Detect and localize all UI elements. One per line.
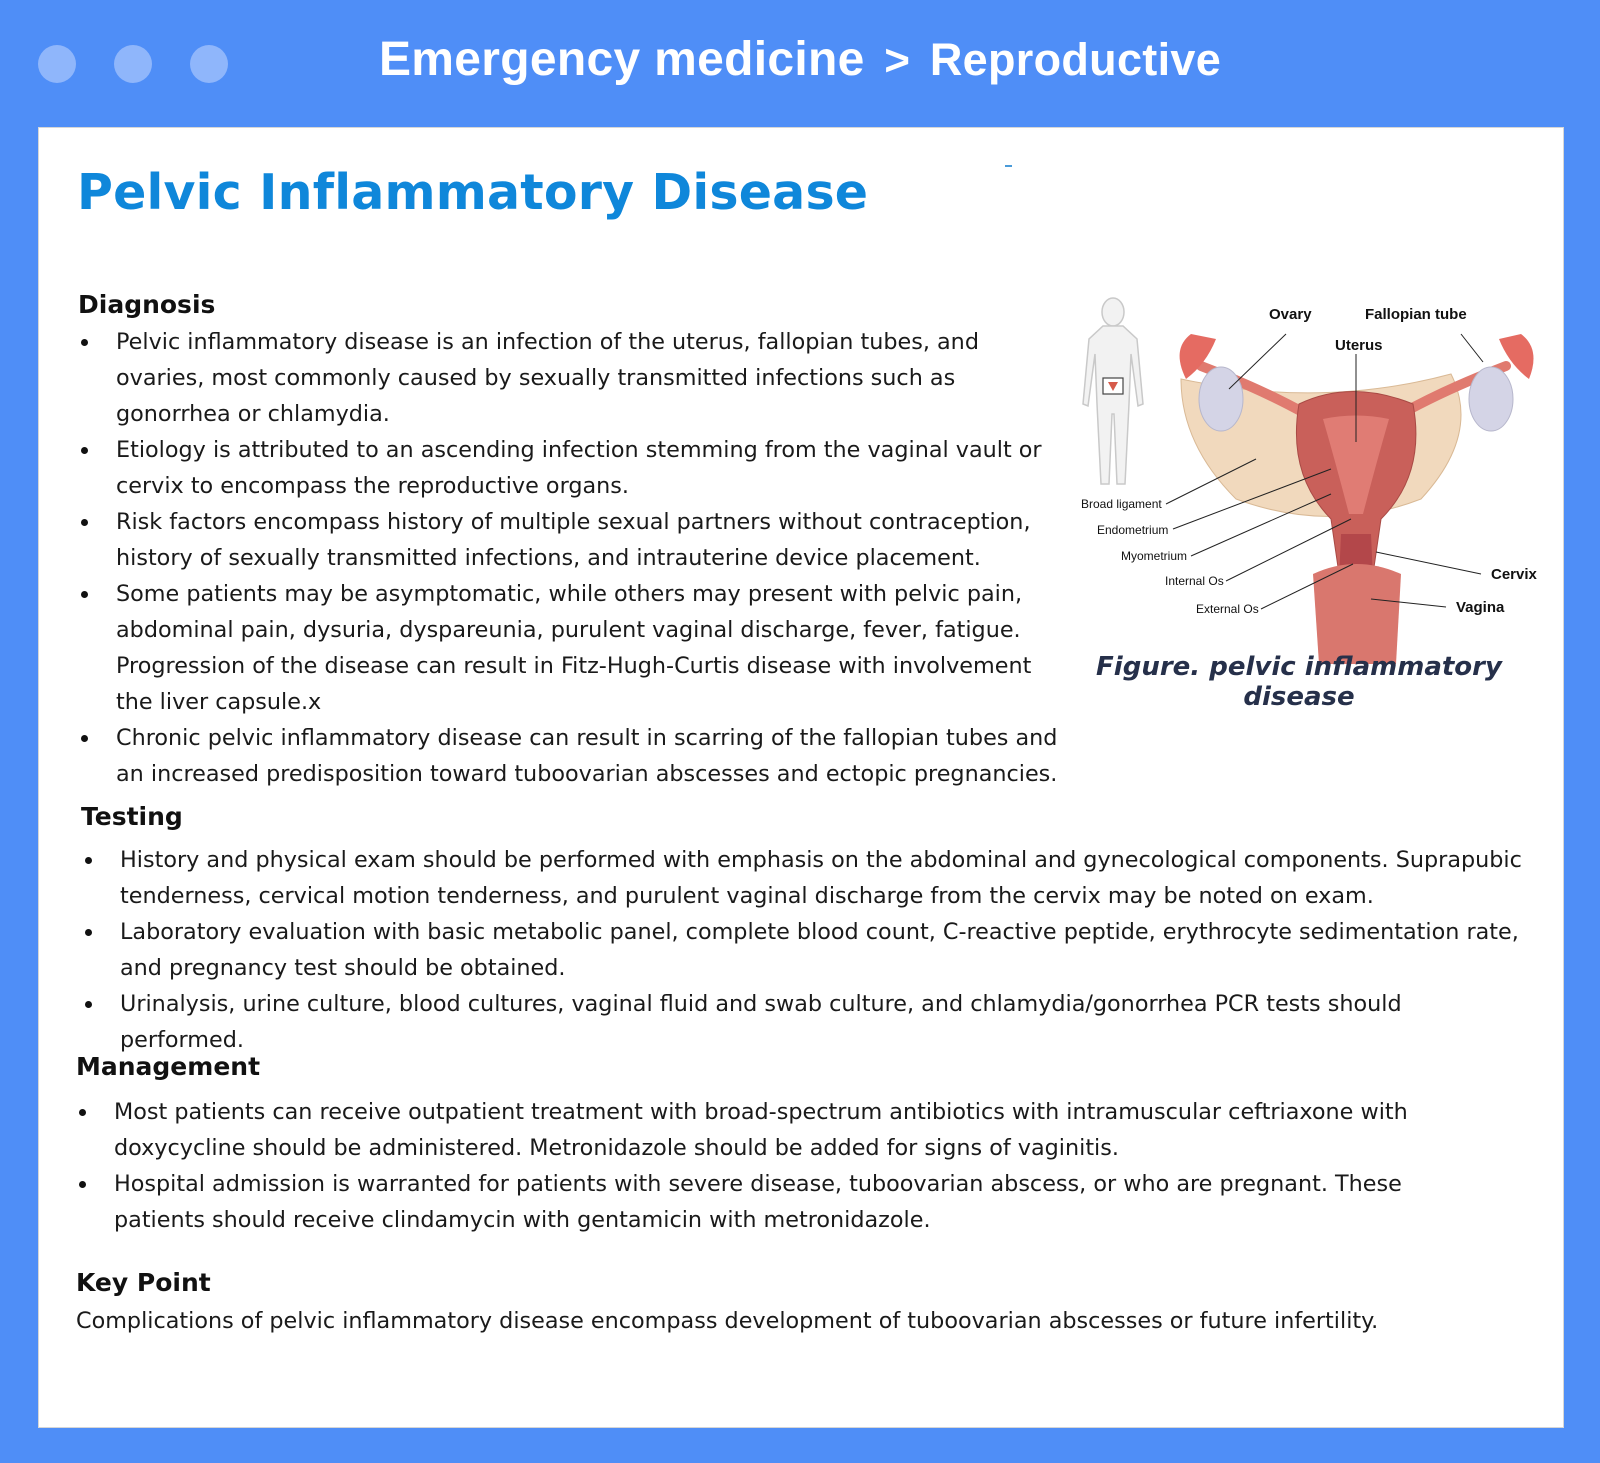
figure-caption: Figure. pelvic inflammatory disease	[1096, 652, 1502, 712]
window-title	[0, 32, 1600, 87]
uterus-anatomy-illustration	[1051, 294, 1591, 694]
stray-mark	[1005, 165, 1012, 167]
label-endometrium: Endometrium	[1097, 523, 1169, 537]
list-item: Chronic pelvic inflammatory disease can result in scarring of the fallopian tubes and an increased predisposition toward tuboovarian abscesses and ectopic pregnancies.	[78, 720, 1063, 792]
list-item: Etiology is attributed to an ascending infection stemming from the vaginal vault or cervix to encompass the reproductive organs.	[78, 432, 1063, 504]
label-fallopian-tube: Fallopian tube	[1365, 306, 1467, 323]
label-ovary: Ovary	[1269, 306, 1312, 323]
label-broad-ligament: Broad ligament	[1081, 497, 1162, 511]
list-item: Hospital admission is warranted for patients with severe disease, tuboovarian abscess, or who are pregnant. These patients should receive clindamycin with gentamicin with metronidazole.	[76, 1166, 1496, 1238]
window-title-sub: Reproductive	[929, 34, 1222, 85]
list-item: Most patients can receive outpatient treatment with broad-spectrum antibiotics with intramuscular ceftriaxone with doxycycline should be administered. Metronidazole should be added for signs of vaginitis.	[76, 1094, 1496, 1166]
page-title: Pelvic Inflammatory Disease	[77, 164, 869, 221]
list-item: Some patients may be asymptomatic, while others may present with pelvic pain, abdominal pain, dysuria, dyspareunia, purulent vaginal discharge, fever, fatigue. Progression of the disease can result in Fitz-Hugh-Curtis disease with involvement the liver capsule.x	[78, 576, 1056, 720]
label-cervix: Cervix	[1491, 566, 1537, 583]
testing-list	[82, 842, 1522, 1058]
content-panel	[38, 127, 1564, 1428]
key-point-heading: Key Point	[76, 1268, 211, 1297]
management-list	[76, 1094, 1496, 1238]
list-item: Risk factors encompass history of multiple sexual partners without contraception, history of sexually transmitted infections, and intrauterine device placement.	[78, 504, 1063, 576]
window-titlebar	[0, 0, 1600, 128]
list-item: History and physical exam should be performed with emphasis on the abdominal and gynecological components. Suprapubic tenderness, cervical motion tenderness, and purulent vaginal discharge from the cervix may be noted on exam.	[82, 842, 1522, 914]
diagnosis-heading: Diagnosis	[78, 290, 216, 319]
testing-heading: Testing	[81, 802, 183, 831]
management-heading: Management	[76, 1052, 261, 1081]
diagnosis-list	[78, 324, 1063, 792]
label-myometrium: Myometrium	[1121, 549, 1188, 563]
label-uterus: Uterus	[1335, 337, 1383, 354]
key-point-text: Complications of pelvic inflammatory disease encompass development of tuboovarian abscesses or future infertility.	[76, 1308, 1379, 1334]
label-vagina: Vagina	[1456, 599, 1505, 616]
breadcrumb-separator: >	[884, 36, 911, 85]
anatomy-figure	[1051, 294, 1591, 694]
label-external-os: External Os	[1196, 602, 1259, 616]
list-item: Urinalysis, urine culture, blood cultures, vaginal fluid and swab culture, and chlamydia/gonorrhea PCR tests should performed.	[82, 986, 1522, 1058]
label-internal-os: Internal Os	[1165, 574, 1224, 588]
list-item: Laboratory evaluation with basic metabolic panel, complete blood count, C-reactive peptide, erythrocyte sedimentation rate, and pregnancy test should be obtained.	[82, 914, 1522, 986]
list-item: Pelvic inflammatory disease is an infection of the uterus, fallopian tubes, and ovaries, most commonly caused by sexually transmitted infections such as gonorrhea or chlamydia.	[78, 324, 1063, 432]
window-title-main: Emergency medicine	[378, 33, 865, 86]
